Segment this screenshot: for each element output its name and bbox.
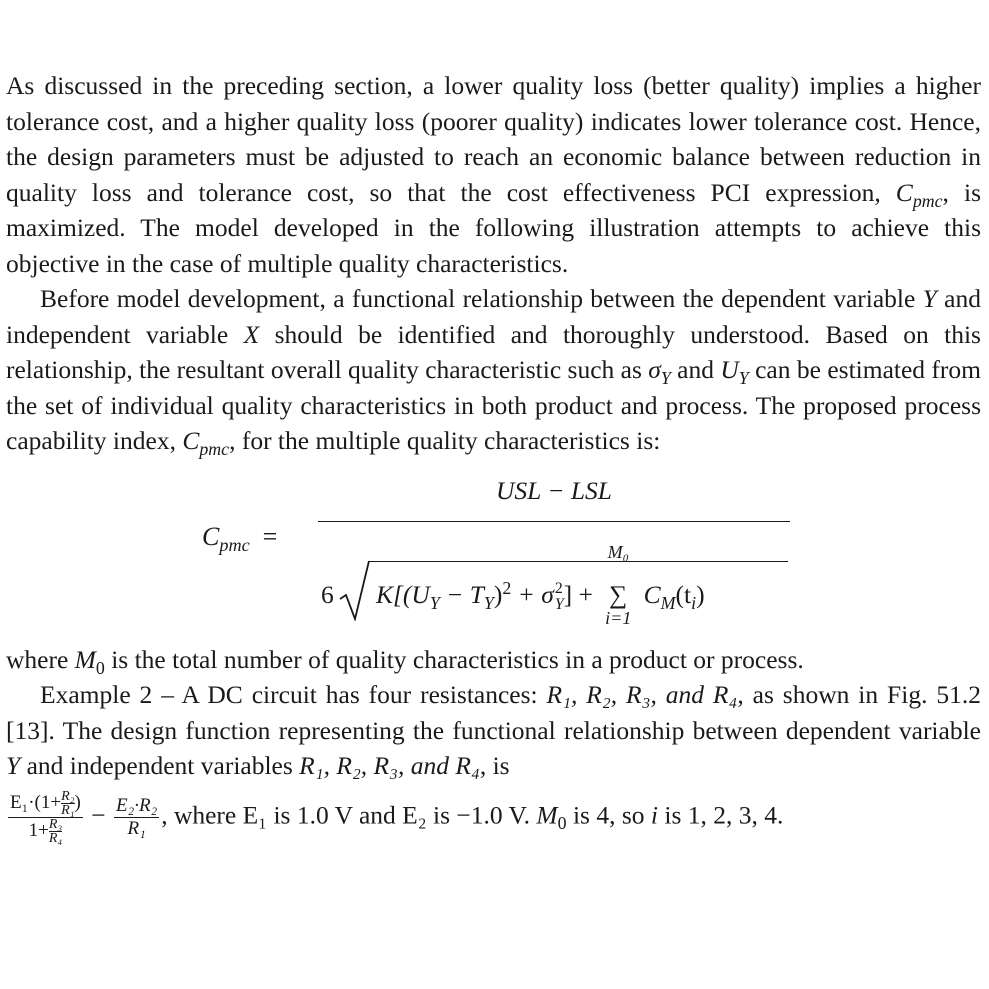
cpmc-symbol-2: C [182,426,200,455]
p1-text: As discussed in the preceding section, a lower quality loss (better quality) implies a higher tolerance cost, and a higher quality loss (poorer quality) indicates lower tolerance cost. Hence, the design parameters must be adjusted to reach an economic balance between reduction in quality loss and tolerance cost, so that the cost effectiveness PCI expression, [6,71,981,207]
summation: M₀ ∑ i=1 [605,541,632,628]
u-subscript: Y [738,368,749,389]
radical-overline [368,561,788,563]
sigma-symbol: σ [648,355,661,384]
cpmc-subscript: pmc [912,190,943,211]
cpmc-equation [6,471,981,636]
six-coefficient: 6 [321,579,334,609]
document-page [6,68,981,845]
resistor-list-2: R₁, R₂, R₃, and R₄ [299,751,480,780]
equation-numerator: USL − LSL [496,475,612,505]
equation-lhs: $C_{pmc}$ = [202,521,278,555]
cpmc-symbol: C [895,177,913,207]
design-fraction-2: $\frac{\text{E₂·R₂}}{\text{R₁}}$ [116,794,158,839]
var-x: X [243,319,260,349]
paragraph-3: where $M_0$ is the total number of quality characteristics in a product or process. [6,644,804,678]
minus-sign: − [91,799,106,829]
sigma-subscript: Y [660,368,671,389]
p2-text-b: and independent variable [6,284,981,349]
u-symbol: U [720,355,739,384]
p2-text-a: Before model development, a functional relationship between the dependent variable [40,284,923,313]
equation-fraction [318,471,790,631]
design-function-line: E₁·(1+ $\frac{\text{R₂}}{\text{R₁}}$ ) 1+ $\frac{\text{R₃}}{\text{R₄}}$ − $\frac{\text{E₂·R₂}}{\text{R₁}}$ , where E₁ is 1.0 V and E₂ is −1.0 V. $M_0$ is 4, so i is 1, 2, 3, 4. [10,788,784,846]
cpmc-subscript-2: pmc [199,439,230,460]
design-fraction-1: E₁·(1+ $\frac{\text{R₂}}{\text{R₁}}$ ) 1+ $\frac{\text{R₃}}{\text{R₄}}$ [10,788,81,846]
radical-sign-icon [338,559,378,621]
p2-text-f: , for the multiple quality characteristics is: [229,426,661,455]
p2-text-c: should be identified and thoroughly understood. Based on this relationship, the resultant overall quality characteristic such as [6,319,981,384]
paragraph-1 [6,68,981,281]
paragraph-2 [6,281,981,459]
p2-text-e: can be estimated from the set of individual quality characteristics in both product and process. The proposed process capability index, [6,355,981,455]
radicand: $K[(U_Y - T_Y)^2 + \sigma$ 2 Y ] + M₀ ∑ i=1 $C_M(t_i)$ [376,541,705,628]
var-y: Y [922,284,937,313]
p2-text-d: and [670,355,721,384]
equation-denominator [318,531,790,631]
paragraph-4: Example 2 – A DC circuit has four resistances: R₁, R₂, R₃, and R₄, as shown in Fig. 51.2 [13]. The design function representing the functional relationship between dependent variable Y and independent variables R₁, R₂, R₃, and R₄, is [6,680,981,780]
resistor-list: R₁, R₂, R₃, and R₄ [546,680,738,709]
fraction-bar [318,521,790,523]
p1-end-text: , is maximized. The model developed in the following illustration attempts to achieve this objective in the case of multiple quality characteristics. [6,177,981,278]
